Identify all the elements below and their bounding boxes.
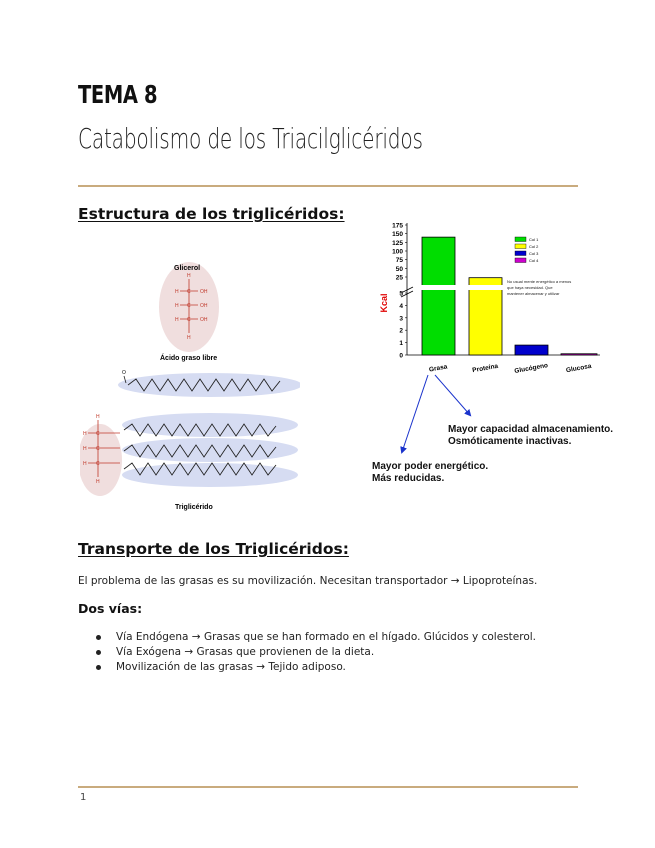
svg-text:C: C: [187, 289, 191, 295]
chart-y-tick-label: 25: [395, 274, 403, 282]
chart-legend-swatch: [515, 258, 526, 263]
chart-x-label: Glucógeno: [513, 362, 549, 375]
chart-legend-swatch: [515, 251, 526, 256]
chart-legend-label: Col 2: [529, 244, 539, 249]
page-title: TEMA 8: [78, 80, 158, 109]
list-item: Movilización de las grasas → Tejido adiposo.: [116, 660, 536, 675]
chart-x-label: Proteína: [471, 362, 499, 375]
footer-divider: [78, 786, 578, 788]
transport-paragraph: El problema de las grasas es su movilización. Necesitan transportador → Lipoproteínas.: [78, 575, 538, 587]
chart-note: [507, 279, 571, 296]
svg-text:O: O: [122, 370, 126, 376]
annotation-arrows: [390, 370, 490, 465]
svg-text:C: C: [96, 431, 100, 437]
chart-legend-label: Col 1: [529, 237, 539, 242]
chart-y-tick-label: 150: [392, 231, 403, 239]
arrow-to-energy: [402, 375, 428, 452]
svg-text:H: H: [175, 303, 179, 309]
svg-text:C: C: [96, 446, 100, 452]
chart-y-tick-label: 5: [399, 290, 403, 298]
chart-y-tick-label: 125: [392, 239, 403, 247]
svg-text:OH: OH: [200, 289, 208, 295]
page-subtitle: Catabolismo de los Triacilglicéridos: [78, 122, 423, 155]
svg-text:H: H: [83, 431, 87, 437]
svg-text:C: C: [96, 461, 100, 467]
list-item: Vía Exógena → Grasas que provienen de la dieta.: [116, 645, 536, 660]
chart-y-tick-label: 2: [399, 327, 403, 335]
chart-y-tick-label: 0: [399, 352, 403, 360]
chart-bar-break: [468, 285, 503, 290]
svg-text:C: C: [187, 303, 191, 309]
chart-legend: [515, 237, 539, 263]
header-divider: [78, 185, 578, 187]
chart-x-label: Grasa: [428, 363, 448, 374]
chart-bar: [561, 354, 597, 355]
chart-y-tick-label: 175: [392, 222, 403, 230]
chart-x-label: Glucosa: [565, 362, 592, 375]
chart-legend-swatch: [515, 244, 526, 249]
free-fatty-acid-label: Ácido graso libre: [160, 355, 218, 362]
chart-note-line: que haya necesidad. Que: [507, 285, 553, 290]
chart-bar: [515, 345, 548, 355]
list-item: Vía Endógena → Grasas que se han formado en el hígado. Glúcidos y colesterol.: [116, 631, 536, 643]
section-heading-structure: Estructura de los triglicéridos:: [78, 205, 345, 223]
chart-legend-label: Col 4: [529, 258, 539, 263]
energy-annotation: Mayor poder energético. Más reducidas.: [372, 461, 489, 484]
svg-text:H: H: [96, 479, 100, 485]
chart-bar: [422, 237, 455, 355]
chart-legend-swatch: [515, 237, 526, 242]
two-ways-subheading: Dos vías:: [78, 601, 143, 616]
svg-text:C: C: [187, 317, 191, 323]
svg-text:H: H: [83, 461, 87, 467]
svg-text:OH: OH: [200, 303, 208, 309]
storage-annotation: Mayor capacidad almacenamiento. Osmóticamente inactivas.: [448, 424, 614, 447]
glycerol-label: Glicerol: [174, 265, 201, 272]
svg-text:H: H: [83, 446, 87, 452]
page-number: 1: [80, 792, 87, 803]
svg-text:H: H: [175, 289, 179, 295]
svg-text:H: H: [187, 273, 191, 279]
triglyceride-structure-illustration: [80, 255, 300, 520]
chart-y-tick-label: 1: [399, 340, 403, 348]
svg-text:OH: OH: [200, 317, 208, 323]
svg-text:H: H: [187, 335, 191, 341]
chart-legend-label: Col 3: [529, 251, 539, 256]
chart-bar-break: [421, 285, 456, 290]
chart-y-tick-label: 100: [392, 248, 403, 256]
chart-y-tick-label: 75: [395, 257, 403, 265]
energy-bar-chart: [365, 215, 625, 385]
arrow-to-storage: [435, 375, 470, 415]
svg-text:H: H: [175, 317, 179, 323]
chart-y-tick-label: 3: [399, 315, 403, 323]
triglyceride-label: Triglicérido: [175, 504, 213, 511]
free-fatty-acid-ellipse: [118, 373, 300, 397]
chart-note-line: No usual mente energético a menos: [507, 279, 572, 284]
svg-text:H: H: [96, 414, 100, 420]
chart-y-axis-label: Kcal: [379, 293, 389, 313]
section-heading-transport: Transporte de los Triglicéridos:: [78, 540, 349, 558]
chart-y-tick-label: 50: [395, 265, 403, 273]
chart-note-line: mantener almacenar y utilizar: [507, 291, 560, 296]
ways-list: [78, 630, 536, 675]
chart-bars: [421, 237, 597, 355]
chart-y-tick-label: 4: [399, 302, 403, 310]
